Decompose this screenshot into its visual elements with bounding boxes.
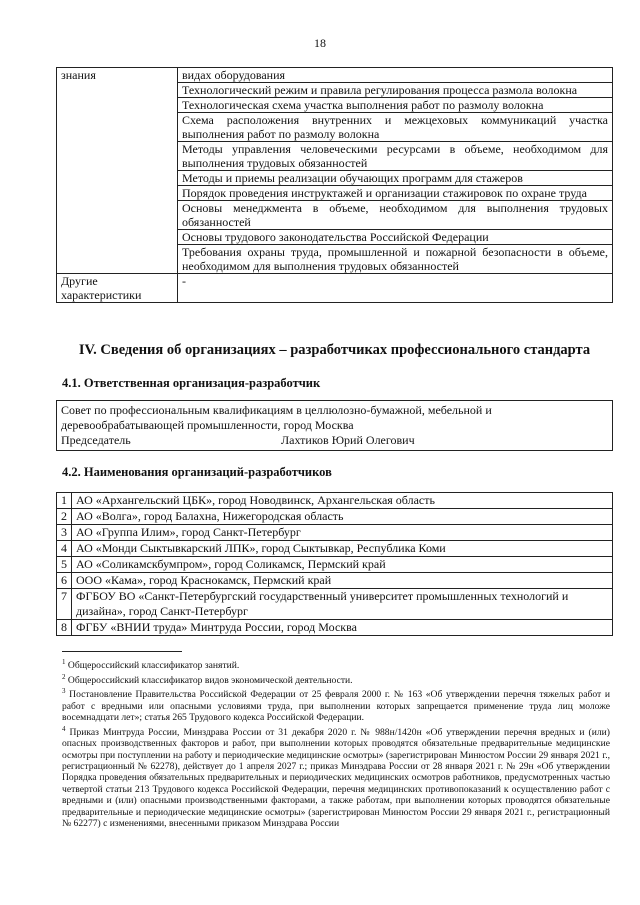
- developer-name: ФГБОУ ВО «Санкт-Петербургский государственный университет промышленных технологий и дизайна», город Санкт-Петербург: [72, 589, 613, 620]
- table-row: [57, 274, 613, 303]
- other-characteristics-value: -: [178, 274, 613, 303]
- knowledge-item: Основы трудового законодательства Российской Федерации: [178, 230, 613, 245]
- knowledge-item: Технологическая схема участка выполнения работ по размолу волокна: [178, 98, 613, 113]
- table-row: [57, 541, 613, 557]
- knowledge-item: Технологический режим и правила регулирования процесса размола волокна: [178, 83, 613, 98]
- table-row: [57, 620, 613, 636]
- row-number: 8: [57, 620, 72, 636]
- other-characteristics-label: Другие характеристики: [57, 274, 178, 303]
- footnote-text: Общероссийский классификатор видов экономической деятельности.: [67, 674, 353, 686]
- developer-name: АО «Группа Илим», город Санкт-Петербург: [72, 525, 613, 541]
- knowledge-item: Требования охраны труда, промышленной и пожарной безопасности в объеме, необходимом для выполнения трудовых обязанностей: [178, 245, 613, 274]
- row-number: 1: [57, 493, 72, 509]
- knowledge-label: знания: [57, 68, 178, 274]
- row-number: 4: [57, 541, 72, 557]
- row-number: 5: [57, 557, 72, 573]
- knowledge-item: видах оборудования: [178, 68, 613, 83]
- footnote-text: Общероссийский классификатор занятий.: [67, 660, 240, 672]
- developer-name: АО «Волга», город Балахна, Нижегородская область: [72, 509, 613, 525]
- knowledge-table: [56, 67, 613, 303]
- table-row: [57, 509, 613, 525]
- table-row: [57, 493, 613, 509]
- responsible-organization-table: [56, 400, 613, 451]
- developer-organizations-table: [56, 492, 613, 636]
- footnote: [62, 657, 610, 672]
- footnotes: [62, 657, 610, 829]
- table-row: [57, 557, 613, 573]
- footnote-mark: 2: [62, 672, 66, 681]
- knowledge-item: Порядок проведения инструктажей и организации стажировок по охране труда: [178, 186, 613, 201]
- table-row: [57, 401, 613, 451]
- footnote: [62, 724, 610, 830]
- developer-name: АО «Соликамскбумпром», город Соликамск, Пермский край: [72, 557, 613, 573]
- table-row: [57, 525, 613, 541]
- table-row: [57, 68, 613, 83]
- section-title: IV. Сведения об организациях – разработчиках профессионального стандарта: [78, 342, 591, 358]
- developer-name: АО «Монди Сыктывкарский ЛПК», город Сыктывкар, Республика Коми: [72, 541, 613, 557]
- footnote: [62, 686, 610, 723]
- table-row: [57, 573, 613, 589]
- responsible-organization-name: Совет по профессиональным квалификациям в целлюлозно-бумажной, мебельной и деревообрабатывающей промышленности, город Москва: [61, 403, 492, 432]
- subsection-title-developers: 4.2. Наименования организаций-разработчиков: [62, 465, 332, 479]
- footnote-text: Постановление Правительства Российской Федерации от 25 февраля 2000 г. № 163 «Об утверждении перечня тяжелых работ и работ с вредными или опасными условиями труда, при выполнении которых запрещается применение труда лиц моложе восемнадцати лет»; статья 265 Трудового кодекса Российской Федерации.: [62, 689, 610, 724]
- table-row: [57, 589, 613, 620]
- row-number: 2: [57, 509, 72, 525]
- footnote-mark: 1: [62, 658, 66, 666]
- row-number: 7: [57, 589, 72, 620]
- footnote-text: Приказ Минтруда России, Минздрава России от 31 декабря 2020 г. № 988н/1420н «Об утверждении перечня вредных и (или) опасных производственных факторов и работ, при выполнении которых проводятся обязательные предварительные медицинские осмотры при поступлении на работу и периодические медицинские осмотры» (зарегистрирован Минюстом России 29 января 2021 г., регистрационный № 62278), действует до 1 апреля 2027 г.; приказ Минздрава России от 28 января 2021 г. № 29н «Об утверждении Порядка проведения обязательных предварительных и периодических медицинских осмотров работников, предусмотренных частью четвертой статьи 213 Трудового кодекса Российской Федерации, перечня медицинских противопоказаний к осуществлению работ с вредными и (или) опасными производственными факторами, а также работам, при выполнении которых проводятся обязательные предварительные и периодические медицинские осмотры» (зарегистрирован Минюстом России 29 января 2021 г., регистрационный № 62277) с изменениями, внесенными приказом Минздрава России: [62, 726, 610, 830]
- developer-name: АО «Архангельский ЦБК», город Новодвинск, Архангельская область: [72, 493, 613, 509]
- knowledge-item: Методы и приемы реализации обучающих программ для стажеров: [178, 171, 613, 186]
- page-number: 18: [314, 36, 326, 50]
- chair-role: Председатель: [61, 433, 131, 447]
- knowledge-item: Основы менеджмента в объеме, необходимом для выполнения трудовых обязанностей: [178, 201, 613, 230]
- subsection-title-responsible: 4.1. Ответственная организация-разработчик: [62, 376, 321, 390]
- knowledge-item: Методы управления человеческими ресурсами в объеме, необходимом для выполнения трудовых обязанностей: [178, 142, 613, 171]
- row-number: 6: [57, 573, 72, 589]
- chair-row: [61, 433, 608, 448]
- row-number: 3: [57, 525, 72, 541]
- footnote-divider: [62, 651, 182, 652]
- responsible-organization-cell: [57, 401, 613, 451]
- chair-name: Лахтиков Юрий Олегович: [281, 433, 415, 447]
- footnote-mark: 4: [62, 724, 66, 733]
- footnote: [62, 672, 610, 687]
- developer-name: ООО «Кама», город Краснокамск, Пермский край: [72, 573, 613, 589]
- footnote-mark: 3: [62, 687, 66, 696]
- knowledge-item: Схема расположения внутренних и межцеховых коммуникаций участка выполнения работ по размолу волокна: [178, 113, 613, 142]
- developer-name: ФГБУ «ВНИИ труда» Минтруда России, город Москва: [72, 620, 613, 636]
